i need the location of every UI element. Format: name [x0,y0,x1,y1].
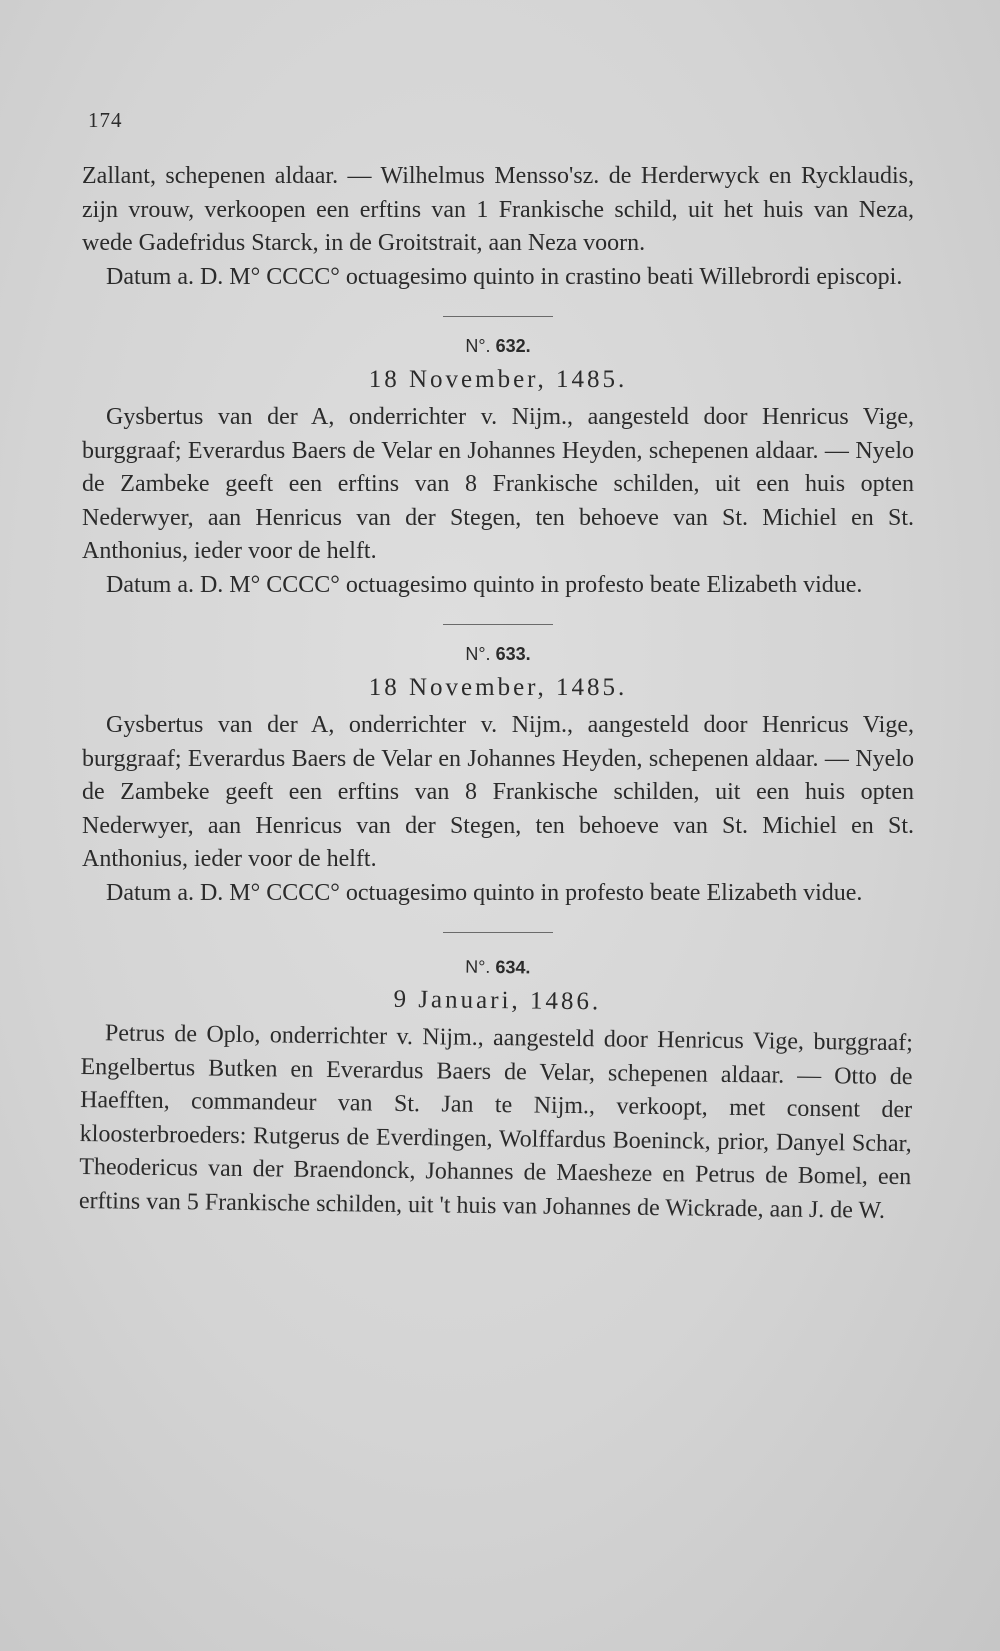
entry-number-value: 632. [495,336,531,356]
entry-text: Gysbertus van der A, onderrichter v. Nijm., aangesteld door Henricus Vige, burggraaf; Everardus Baers de Velar en Johannes Heyden, schepenen aldaar. — Nyelo de Zambeke geeft een erftins van 8 Frankische schilden, uit een huis opten Nederwyer, aan Henricus van der Stegen, ten behoeve van St. Michiel en St. Anthonius, ieder voor de helft. [82,712,914,872]
section-divider [443,624,553,625]
continuation-text: Zallant, schepenen aldaar. — Wilhelmus Mensso'sz. de Herderwyck en Rycklaudis, zijn vrouw, verkoopen een erftins van 1 Frankische schild, uit het huis van Neza, wede Gadefridus Starck, in de Groitstrait, aan Neza voorn. [82,163,914,256]
entry-text: Gysbertus van der A, onderrichter v. Nijm., aangesteld door Henricus Vige, burggraaf; Everardus Baers de Velar en Johannes Heyden, schepenen aldaar. — Nyelo de Zambeke geeft een erftins van 8 Frankische schilden, uit een huis opten Nederwyer, aan Henricus van der Stegen, ten behoeve van St. Michiel en St. Anthonius, ieder voor de helft. [82,404,914,564]
entry-number-label: N°. [465,956,491,977]
continuation-datum: Datum a. D. M° CCCC° octuagesimo quinto in crastino beati Willebrordi episcopi. [106,263,903,290]
entry-datum: Datum a. D. M° CCCC° octuagesimo quinto in profesto beate Elizabeth vidue. [106,879,863,906]
entry-datum: Datum a. D. M° CCCC° octuagesimo quinto in profesto beate Elizabeth vidue. [106,571,863,598]
entry-number-value: 633. [495,644,531,664]
entry-date: 18 November, 1485. [368,366,628,393]
page-number: 174 [88,108,123,132]
entry-number-value: 634. [495,957,531,978]
section-divider [443,932,553,933]
entry-date: 18 November, 1485. [368,674,628,701]
entry-text: Petrus de Oplo, onderrichter v. Nijm., aangesteld door Henricus Vige, burggraaf; Engelbertus Butken en Everardus Baers de Velar, schepenen aldaar. — Otto de Haefften, commandeur van St. Jan te Nijm., verkoopt, met consent der kloosterbroeders: Rutgerus de Everdingen, Wolffardus Boeninck, prior, Danyel Schar, Theodericus van der Braendonck, Johannes de Maesheze en Petrus de Bomel, een erftins van 5 Frankische schilden, uit 't huis van Johannes de Wickrade, aan J. de W. [78,1020,914,1224]
section-divider [443,316,553,317]
entry-633 [82,641,914,910]
entry-number [82,333,914,359]
entry-number-label: N°. [465,336,491,356]
entry-number [82,641,914,667]
entry-632 [82,333,914,602]
entry-634 [79,949,914,1228]
entry-date: 9 Januari, 1486. [393,985,602,1016]
entry-number-label: N°. [465,644,491,664]
page-content [78,160,914,1224]
